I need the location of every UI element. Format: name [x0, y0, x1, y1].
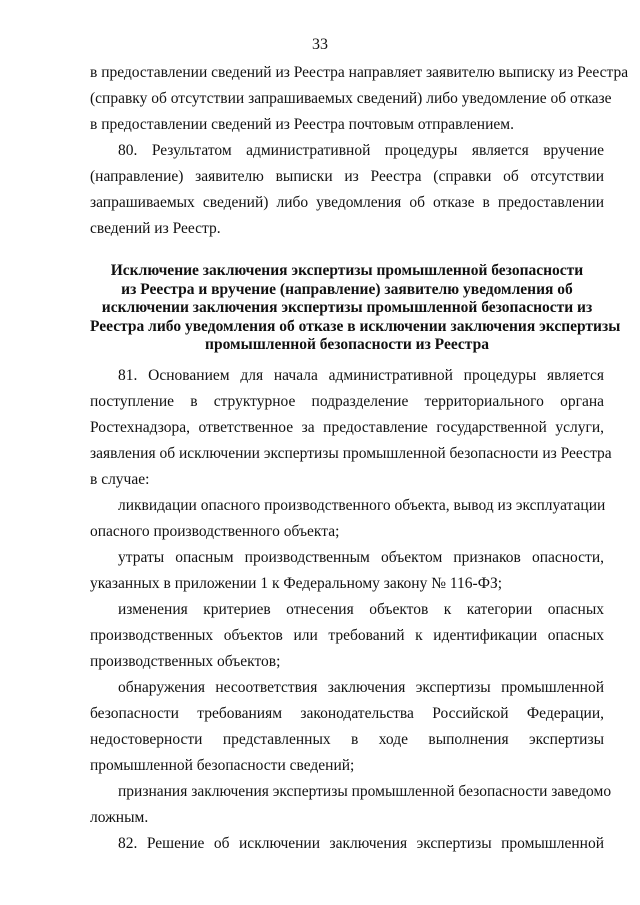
section-heading [90, 262, 621, 355]
text-line: сведений из Реестр. [90, 220, 221, 237]
text-line: в предоставлении сведений из Реестра почтовым отправлением. [90, 116, 514, 133]
text-line: (направление) заявителю выписки из Реестра (справки об отсутствии [90, 168, 604, 185]
text-line: указанных в приложении 1 к Федеральному закону № 116-ФЗ; [90, 575, 503, 592]
text-line: запрашиваемых сведений) либо уведомления об отказе в предоставлении [90, 194, 604, 211]
text-line: заявления об исключении экспертизы промышленной безопасности из Реестра [90, 445, 612, 462]
text-line: промышленной безопасности сведений; [90, 757, 355, 774]
text-line: (справку об отсутствии запрашиваемых сведений) либо уведомление об отказе [90, 90, 612, 107]
text-line: утраты опасным производственным объектом признаков опасности, [118, 549, 604, 566]
text-line: производственных объектов; [90, 653, 281, 670]
text-line: изменения критериев отнесения объектов к категории опасных [118, 601, 604, 618]
text-line: недостоверности представленных в ходе выполнения экспертизы [90, 731, 604, 748]
text-line: Ростехнадзора, ответственное за предоставление государственной услуги, [90, 419, 604, 436]
heading-line: из Реестра и вручение (направление) заявителю уведомления об [121, 280, 573, 298]
text-line: ложным. [90, 809, 149, 826]
text-line: безопасности требованиям законодательства Российской Федерации, [90, 705, 604, 722]
text-line: в предоставлении сведений из Реестра направляет заявителю выписку из Реестра [90, 64, 629, 81]
heading-line: Исключение заключения экспертизы промышленной безопасности [110, 262, 584, 279]
text-line: в случае: [90, 471, 150, 488]
heading-line: промышленной безопасности из Реестра [205, 336, 489, 353]
text-line: 81. Основанием для начала административной процедуры является [118, 367, 604, 384]
text-line: признания заключения экспертизы промышленной безопасности заведомо [118, 783, 612, 800]
text-line: 82. Решение об исключении заключения экспертизы промышленной [118, 835, 604, 852]
text-line: опасного производственного объекта; [90, 523, 340, 540]
heading-line: исключении заключения экспертизы промышленной безопасности из [101, 299, 593, 316]
page-number: 33 [312, 36, 328, 53]
text-line: производственных объектов или требований к идентификации опасных [90, 627, 604, 644]
text-line: обнаружения несоответствия заключения экспертизы промышленной [118, 679, 604, 696]
text-line: 80. Результатом административной процедуры является вручение [118, 142, 604, 159]
text-line: поступление в структурное подразделение территориального органа [90, 393, 604, 410]
text-line: ликвидации опасного производственного объекта, вывод из эксплуатации [118, 497, 606, 514]
heading-line: Реестра либо уведомления об отказе в исключении заключения экспертизы [90, 317, 621, 335]
